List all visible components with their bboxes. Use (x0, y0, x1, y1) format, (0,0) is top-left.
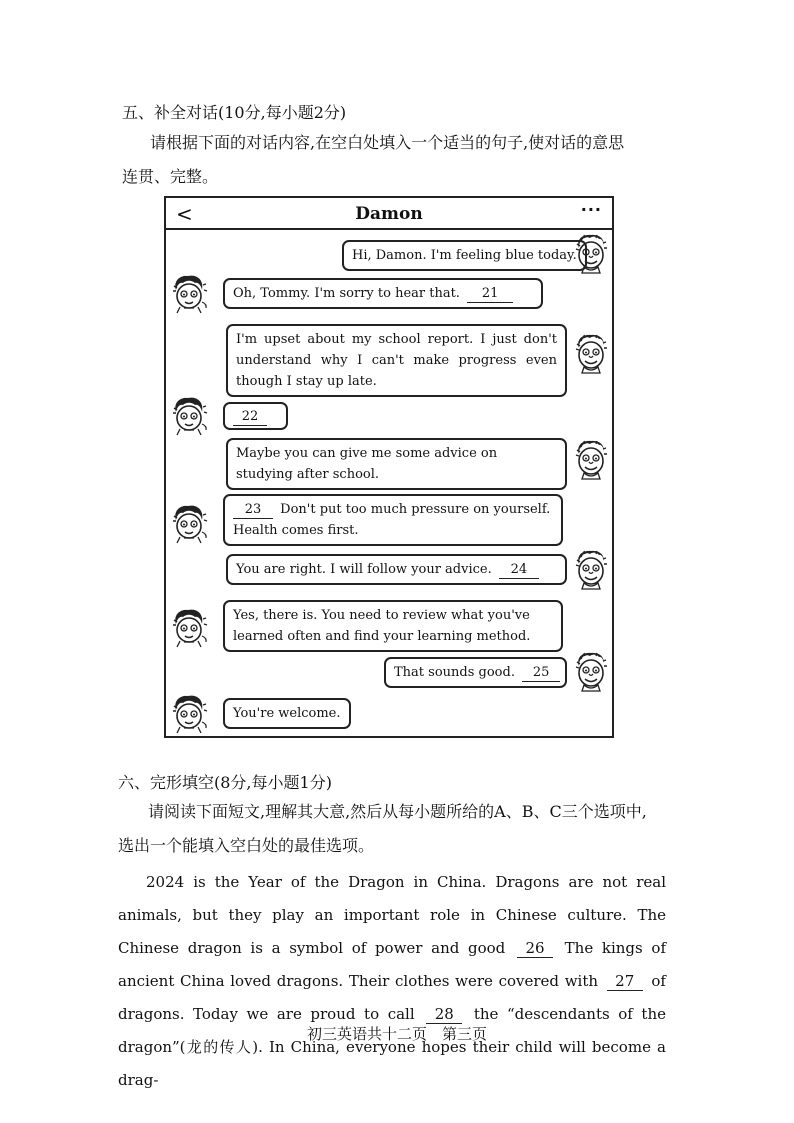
section-6-title: 六、完形填空(8分,每小题1分) (118, 773, 332, 792)
damon-avatar-icon (170, 692, 208, 734)
passage-text: 2024 is the Year of the Dragon in China. Dragons are not real animals, but they play an important role in Chinese culture. The Chinese dragon is a symbol of power and good (118, 873, 666, 957)
chat-bubble-outgoing (226, 324, 567, 397)
chat-bubble-incoming (223, 402, 288, 430)
cloze-passage (118, 866, 666, 1097)
answer-blank-28: 28 (426, 1006, 462, 1024)
passage-text: the “descendants of the dragon”(龙的传人). In China, everyone hopes their child will become a drag- (118, 1005, 667, 1089)
damon-avatar-icon (170, 394, 208, 436)
answer-blank-21: 21 (467, 285, 513, 303)
back-arrow-icon[interactable]: < (176, 202, 193, 226)
chat-bubble-outgoing (226, 554, 567, 585)
message-text: Yes, there is. You need to review what you've learned often and find your learning method. (233, 608, 531, 644)
answer-blank-27: 27 (607, 973, 643, 991)
section-6-instruction-line-2: 选出一个能填入空白处的最佳选项。 (118, 836, 375, 855)
chat-bubble-outgoing (384, 657, 567, 688)
answer-blank-25: 25 (522, 664, 560, 682)
section-5-instruction-line-2: 连贯、完整。 (122, 167, 219, 186)
damon-avatar-icon (170, 272, 208, 314)
chat-contact-name: Damon (355, 204, 423, 224)
chat-header (166, 198, 612, 230)
chat-bubble-outgoing (226, 438, 567, 490)
tommy-avatar-icon (572, 438, 610, 480)
message-text: You're welcome. (233, 706, 341, 721)
answer-blank-26: 26 (517, 940, 553, 958)
passage-text: of dragons. Today we are proud to call (118, 972, 666, 1023)
message-text: You are right. I will follow your advice. (236, 562, 492, 577)
section-6-instruction-line-1: 请阅读下面短文,理解其大意,然后从每小题所给的A、B、C三个选项中, (148, 802, 647, 821)
chat-bubble-incoming (223, 600, 563, 652)
message-text: Hi, Damon. I'm feeling blue today. (352, 248, 577, 263)
tommy-avatar-icon (572, 232, 610, 274)
message-text: That sounds good. (394, 665, 515, 680)
tommy-avatar-icon (572, 650, 610, 692)
answer-blank-24: 24 (499, 561, 539, 579)
message-text: Oh, Tommy. I'm sorry to hear that. (233, 286, 460, 301)
more-options-icon[interactable]: ··· (580, 200, 602, 219)
tommy-avatar-icon (572, 332, 610, 374)
passage-text: The kings of ancient China loved dragons. Their clothes were covered with (118, 939, 666, 990)
message-text: I'm upset about my school report. I just don't understand why I can't make progress even though I stay up late. (236, 332, 557, 389)
message-text: Maybe you can give me some advice on studying after school. (236, 446, 498, 482)
message-text: Don't put too much pressure on yourself. Health comes first. (233, 502, 551, 538)
chat-window (164, 196, 614, 738)
answer-blank-23: 23 (233, 501, 273, 519)
chat-bubble-incoming (223, 278, 543, 309)
section-5-title: 五、补全对话(10分,每小题2分) (122, 103, 347, 122)
damon-avatar-icon (170, 606, 208, 648)
page-footer: 初三英语共十二页 第三页 (306, 1025, 487, 1043)
chat-bubble-incoming (223, 698, 351, 729)
chat-bubble-incoming (223, 494, 563, 546)
chat-bubble-outgoing (342, 240, 587, 271)
section-5-instruction-line-1: 请根据下面的对话内容,在空白处填入一个适当的句子,使对话的意思 (150, 133, 625, 152)
damon-avatar-icon (170, 502, 208, 544)
answer-blank-22: 22 (233, 408, 267, 426)
tommy-avatar-icon (572, 548, 610, 590)
